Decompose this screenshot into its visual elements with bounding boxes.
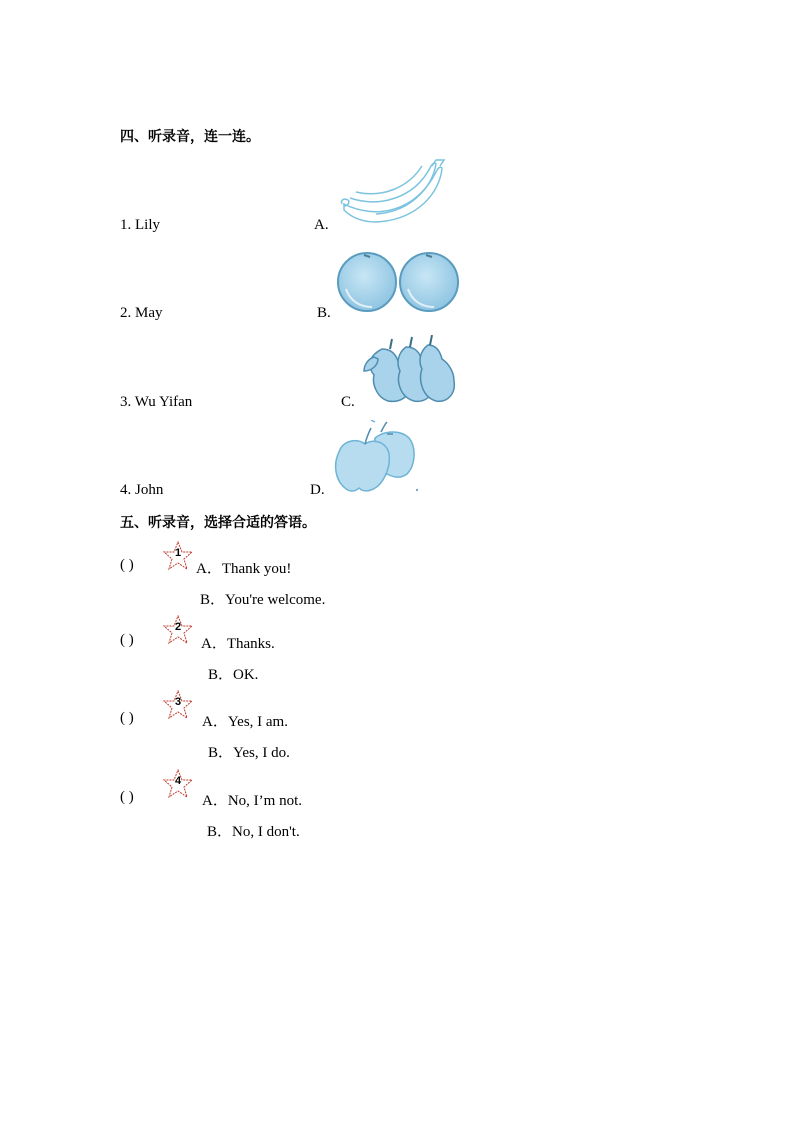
- banana-icon: [336, 158, 448, 228]
- audio-star-icon[interactable]: [163, 615, 193, 645]
- option-b: B．Yes, I do.: [208, 745, 290, 761]
- answer-blank-2[interactable]: ( ): [120, 632, 134, 648]
- name-item-1: 1. Lily: [120, 217, 160, 233]
- answer-blank-1[interactable]: ( ): [120, 557, 134, 573]
- audio-star-icon[interactable]: [163, 769, 193, 799]
- section5-heading: 五、听录音，选择合适的答语。: [120, 515, 316, 531]
- orange-icon: [336, 249, 460, 315]
- option-letter-a: A.: [314, 217, 329, 233]
- answer-blank-3[interactable]: ( ): [120, 710, 134, 726]
- option-a: A．Thanks.: [201, 636, 275, 652]
- option-b: B．You're welcome.: [200, 592, 326, 608]
- answer-blank-4[interactable]: ( ): [120, 789, 134, 805]
- question-number: 1: [174, 547, 182, 559]
- option-a: A．No, I’m not.: [202, 793, 302, 809]
- option-a: A．Thank you!: [196, 561, 292, 577]
- name-item-2: 2. May: [120, 305, 163, 321]
- section4-heading: 四、听录音，连一连。: [120, 129, 260, 145]
- question-number: 2: [174, 621, 182, 633]
- option-b: B．OK.: [208, 667, 259, 683]
- audio-star-icon[interactable]: [163, 541, 193, 571]
- apple-icon: [331, 420, 421, 494]
- name-item-4: 4. John: [120, 482, 164, 498]
- option-letter-c: C.: [341, 394, 355, 410]
- name-item-3: 3. Wu Yifan: [120, 394, 193, 410]
- option-letter-b: B.: [317, 305, 331, 321]
- audio-star-icon[interactable]: [163, 690, 193, 720]
- option-a: A．Yes, I am.: [202, 714, 288, 730]
- option-b: B．No, I don't.: [207, 824, 300, 840]
- option-letter-d: D.: [310, 482, 325, 498]
- pear-icon: [362, 335, 456, 405]
- question-number: 4: [174, 775, 182, 787]
- question-number: 3: [174, 696, 182, 708]
